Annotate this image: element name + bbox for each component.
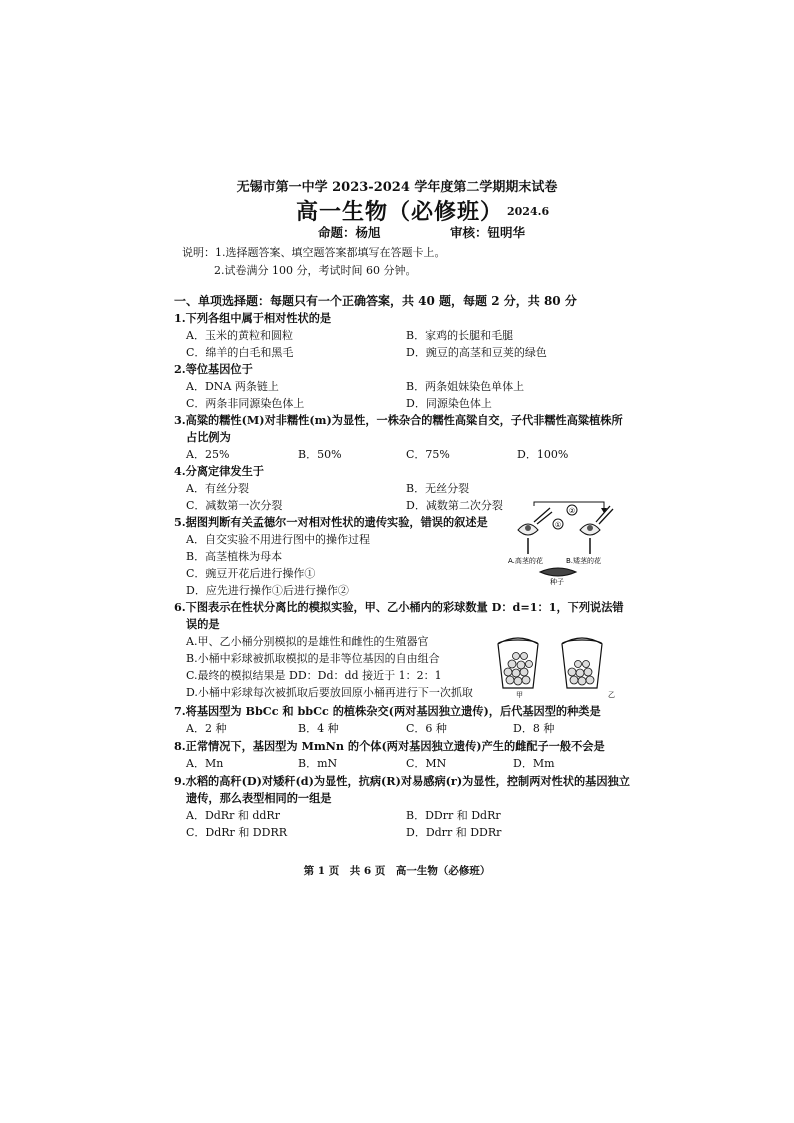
question-stem: 5.据图判断有关孟德尔一对相对性状的遗传实验，错误的叙述是 bbox=[174, 515, 488, 529]
option: D．减数第二次分裂 bbox=[406, 499, 503, 512]
option: B．mN bbox=[298, 757, 338, 770]
option: D．8 种 bbox=[513, 722, 555, 735]
option: C.最终的模拟结果是 DD：Dd：dd 接近于 1：2：1 bbox=[186, 669, 442, 682]
option: A．2 种 bbox=[186, 722, 227, 735]
option: A．25% bbox=[186, 448, 230, 461]
option: A．DNA 两条链上 bbox=[186, 380, 279, 393]
question-stem: 8.正常情况下，基因型为 MmNn 的个体(两对基因独立遗传)产生的雌配子一般不会是 bbox=[174, 739, 605, 753]
option: C．绵羊的白毛和黑毛 bbox=[186, 346, 294, 359]
note-1: 说明：1.选择题答案、填空题答案都填写在答题卡上。 bbox=[182, 246, 446, 259]
bucket-jia-icon bbox=[498, 638, 538, 688]
option: A．玉米的黄粒和圆粒 bbox=[186, 329, 293, 342]
option: C．两条非同源染色体上 bbox=[186, 397, 305, 410]
option: C．DdRr 和 DDRR bbox=[186, 826, 288, 839]
option: C．减数第一次分裂 bbox=[186, 499, 283, 512]
short-flower-icon bbox=[580, 506, 613, 554]
option: D．豌豆的高茎和豆荚的绿色 bbox=[406, 346, 547, 359]
bucket-yi-icon bbox=[562, 638, 602, 688]
exam-date: 2024.6 bbox=[507, 205, 550, 218]
option: D．同源染色体上 bbox=[406, 397, 492, 410]
option: B．50% bbox=[298, 448, 342, 461]
label-tall-flower: A.高茎的花 bbox=[508, 557, 543, 565]
question-stem: 2.等位基因位于 bbox=[174, 362, 253, 376]
question-stem: 6.下图表示在性状分离比的模拟实验，甲、乙小桶内的彩球数量 D：d=1：1，下列说法错 bbox=[174, 600, 624, 614]
label-yi: 乙 bbox=[608, 691, 615, 698]
option: B．家鸡的长腿和毛腿 bbox=[406, 329, 514, 342]
option: A．DdRr 和 ddRr bbox=[186, 809, 280, 822]
question-stem: 9.水稻的高秆(D)对矮秆(d)为显性，抗病(R)对易感病(r)为显性，控制两对性状的基因独立 bbox=[174, 774, 630, 788]
option: C．MN bbox=[406, 757, 447, 770]
author: 命题：杨旭 bbox=[318, 225, 381, 240]
option: B．高茎植株为母本 bbox=[186, 550, 283, 563]
question-stem: 1.下列各组中属于相对性状的是 bbox=[174, 311, 332, 325]
option: A．有丝分裂 bbox=[186, 482, 249, 495]
label-seed: 种子 bbox=[550, 578, 564, 586]
option: D．应先进行操作①后进行操作② bbox=[186, 584, 349, 597]
question-stem: 4.分离定律发生于 bbox=[174, 464, 264, 478]
option: D．Ddrr 和 DDRr bbox=[406, 826, 502, 839]
question-stem-cont: 遗传，那么表型相同的一组是 bbox=[186, 791, 332, 805]
question-stem: 3.高粱的糯性(M)对非糯性(m)为显性，一株杂合的糯性高粱自交，子代非糯性高粱植株所 bbox=[174, 413, 623, 427]
option: C．75% bbox=[406, 448, 450, 461]
option: A.甲、乙小桶分别模拟的是雄性和雌性的生殖器官 bbox=[186, 635, 429, 648]
option: B．DDrr 和 DdRr bbox=[406, 809, 501, 822]
option: D.小桶中彩球每次被抓取后要放回原小桶再进行下一次抓取 bbox=[186, 686, 473, 699]
bucket-figure bbox=[494, 634, 618, 698]
section-title: 一、单项选择题：每题只有一个正确答案，共 40 题，每题 2 分，共 80 分 bbox=[174, 294, 577, 308]
mark-2: ② bbox=[568, 507, 576, 515]
label-short-flower: B.矮茎的花 bbox=[566, 557, 602, 565]
option: B.小桶中彩球被抓取模拟的是非等位基因的自由组合 bbox=[186, 652, 440, 665]
question-stem: 7.将基因型为 BbCc 和 bbCc 的植株杂交(两对基因独立遗传)，后代基因型的种类是 bbox=[174, 704, 601, 718]
question-stem-cont: 占比例为 bbox=[186, 430, 231, 444]
label-jia: 甲 bbox=[516, 691, 523, 698]
pollination-figure bbox=[506, 500, 620, 586]
school-title: 无锡市第一中学 2023-2024 学年度第二学期期末试卷 bbox=[236, 180, 558, 195]
option: B．4 种 bbox=[298, 722, 339, 735]
option: D．Mm bbox=[513, 757, 555, 770]
seed-pod-icon bbox=[540, 568, 576, 576]
mark-1: ① bbox=[554, 521, 562, 529]
option: B．无丝分裂 bbox=[406, 482, 470, 495]
subject-title: 高一生物（必修班） bbox=[296, 199, 504, 225]
tall-flower-icon bbox=[518, 508, 552, 554]
option: D．100% bbox=[517, 448, 569, 461]
page-footer: 第 1 页 共 6 页 高一生物（必修班） bbox=[303, 865, 491, 877]
question-stem-cont: 误的是 bbox=[186, 617, 220, 631]
note-2: 2.试卷满分 100 分，考试时间 60 分钟。 bbox=[214, 264, 417, 277]
option: A．Mn bbox=[186, 757, 224, 770]
option: C．6 种 bbox=[406, 722, 447, 735]
reviewer: 审核：钮明华 bbox=[450, 225, 526, 240]
option: A．自交实验不用进行图中的操作过程 bbox=[186, 533, 370, 546]
option: C．豌豆开花后进行操作① bbox=[186, 567, 316, 580]
option: B．两条姐妹染色单体上 bbox=[406, 380, 525, 393]
